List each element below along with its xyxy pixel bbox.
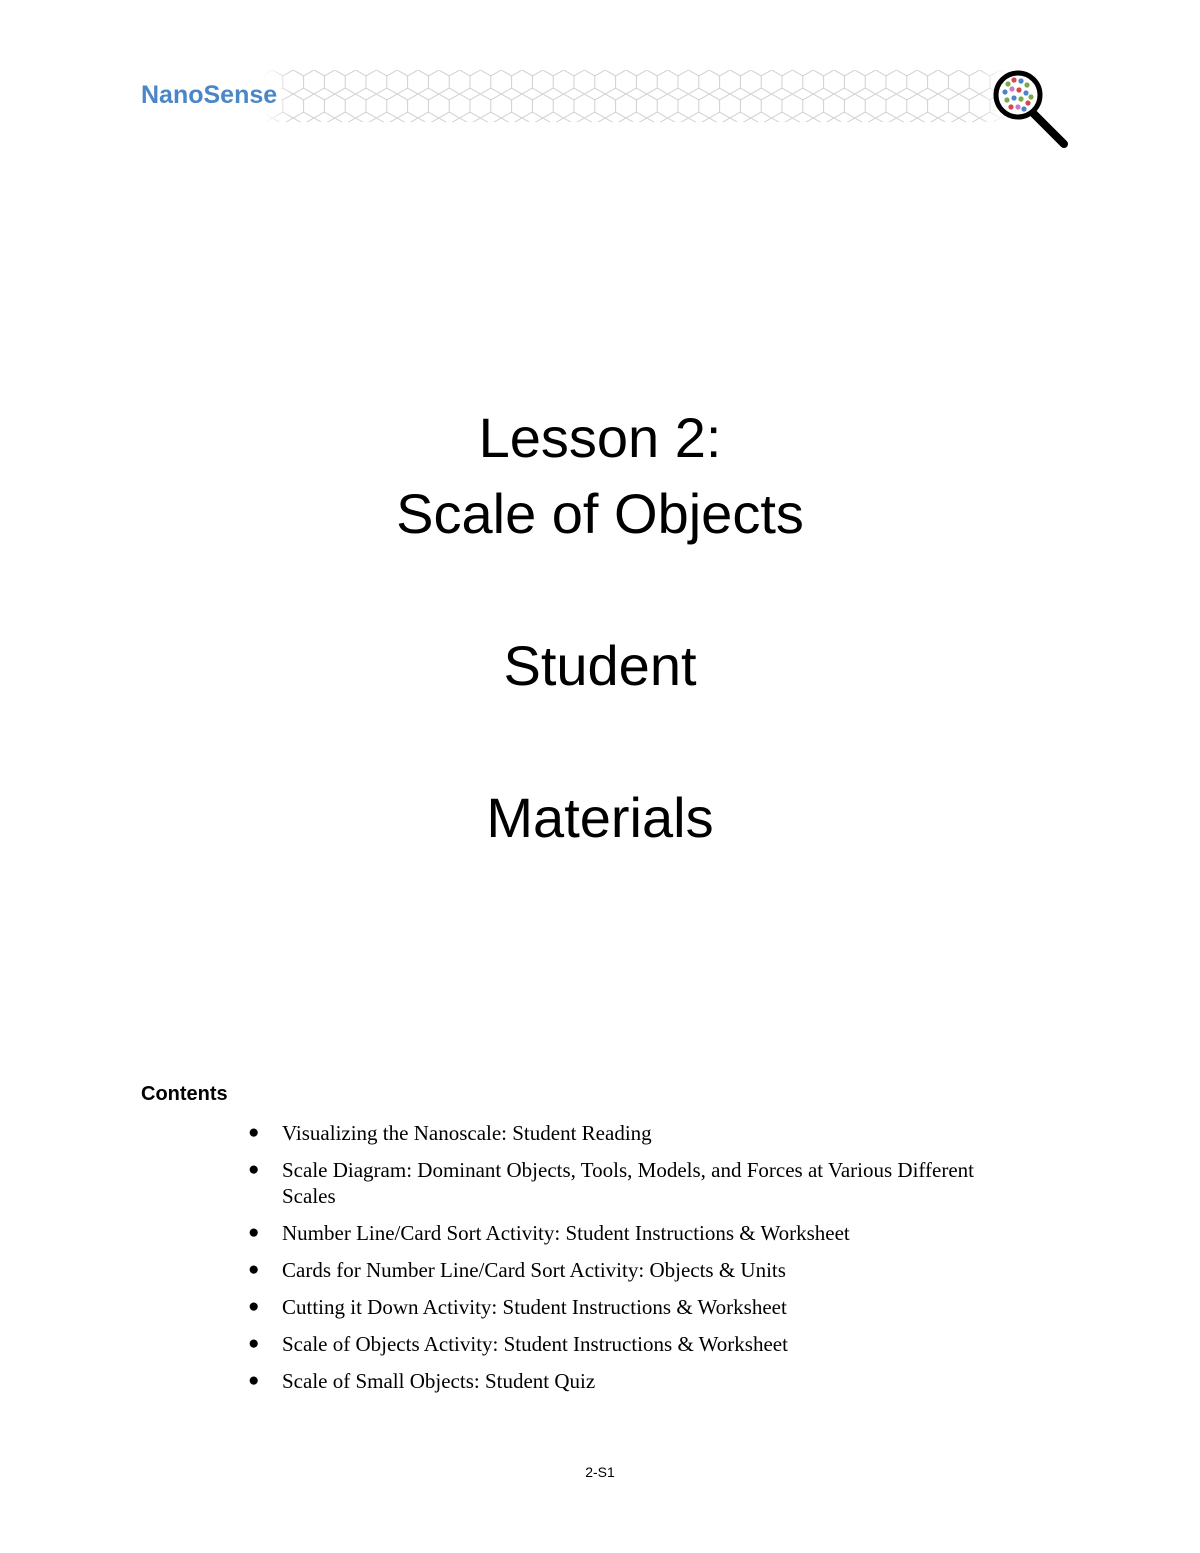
list-item-text: Scale of Objects Activity: Student Instructions & Worksheet xyxy=(282,1332,788,1356)
hexagon-pattern-band xyxy=(262,70,1008,122)
bullet-icon: ● xyxy=(248,1259,260,1280)
magnifying-glass-icon xyxy=(990,66,1074,152)
list-item-text: Number Line/Card Sort Activity: Student Instructions & Worksheet xyxy=(282,1221,850,1245)
bullet-icon: ● xyxy=(248,1333,260,1354)
bullet-icon: ● xyxy=(248,1159,260,1180)
list-item xyxy=(240,1257,1000,1283)
brand-logo: NanoSense xyxy=(141,80,281,110)
document-title xyxy=(0,400,1200,856)
list-item xyxy=(240,1220,1000,1246)
bullet-icon: ● xyxy=(248,1222,260,1243)
page-header xyxy=(0,0,1200,160)
title-line-student: Student xyxy=(503,634,697,697)
contents-list xyxy=(240,1120,1000,1405)
list-item xyxy=(240,1294,1000,1320)
title-line-lesson: Lesson 2: xyxy=(478,406,722,469)
list-item-text: Scale Diagram: Dominant Objects, Tools, Models, and Forces at Various Different Scales xyxy=(282,1158,974,1208)
bullet-icon: ● xyxy=(248,1296,260,1317)
list-item xyxy=(240,1331,1000,1357)
bullet-icon: ● xyxy=(248,1122,260,1143)
title-line-materials: Materials xyxy=(486,786,714,849)
page-number: 2-S1 xyxy=(585,1464,615,1480)
list-item xyxy=(240,1157,1000,1209)
bullet-icon: ● xyxy=(248,1370,260,1391)
list-item xyxy=(240,1120,1000,1146)
list-item-text: Scale of Small Objects: Student Quiz xyxy=(282,1369,596,1393)
list-item-text: Cutting it Down Activity: Student Instructions & Worksheet xyxy=(282,1295,787,1319)
list-item-text: Visualizing the Nanoscale: Student Reading xyxy=(282,1121,652,1145)
list-item xyxy=(240,1368,1000,1394)
contents-heading: Contents xyxy=(141,1083,228,1105)
title-line-topic: Scale of Objects xyxy=(396,482,804,545)
list-item-text: Cards for Number Line/Card Sort Activity: Objects & Units xyxy=(282,1258,786,1282)
